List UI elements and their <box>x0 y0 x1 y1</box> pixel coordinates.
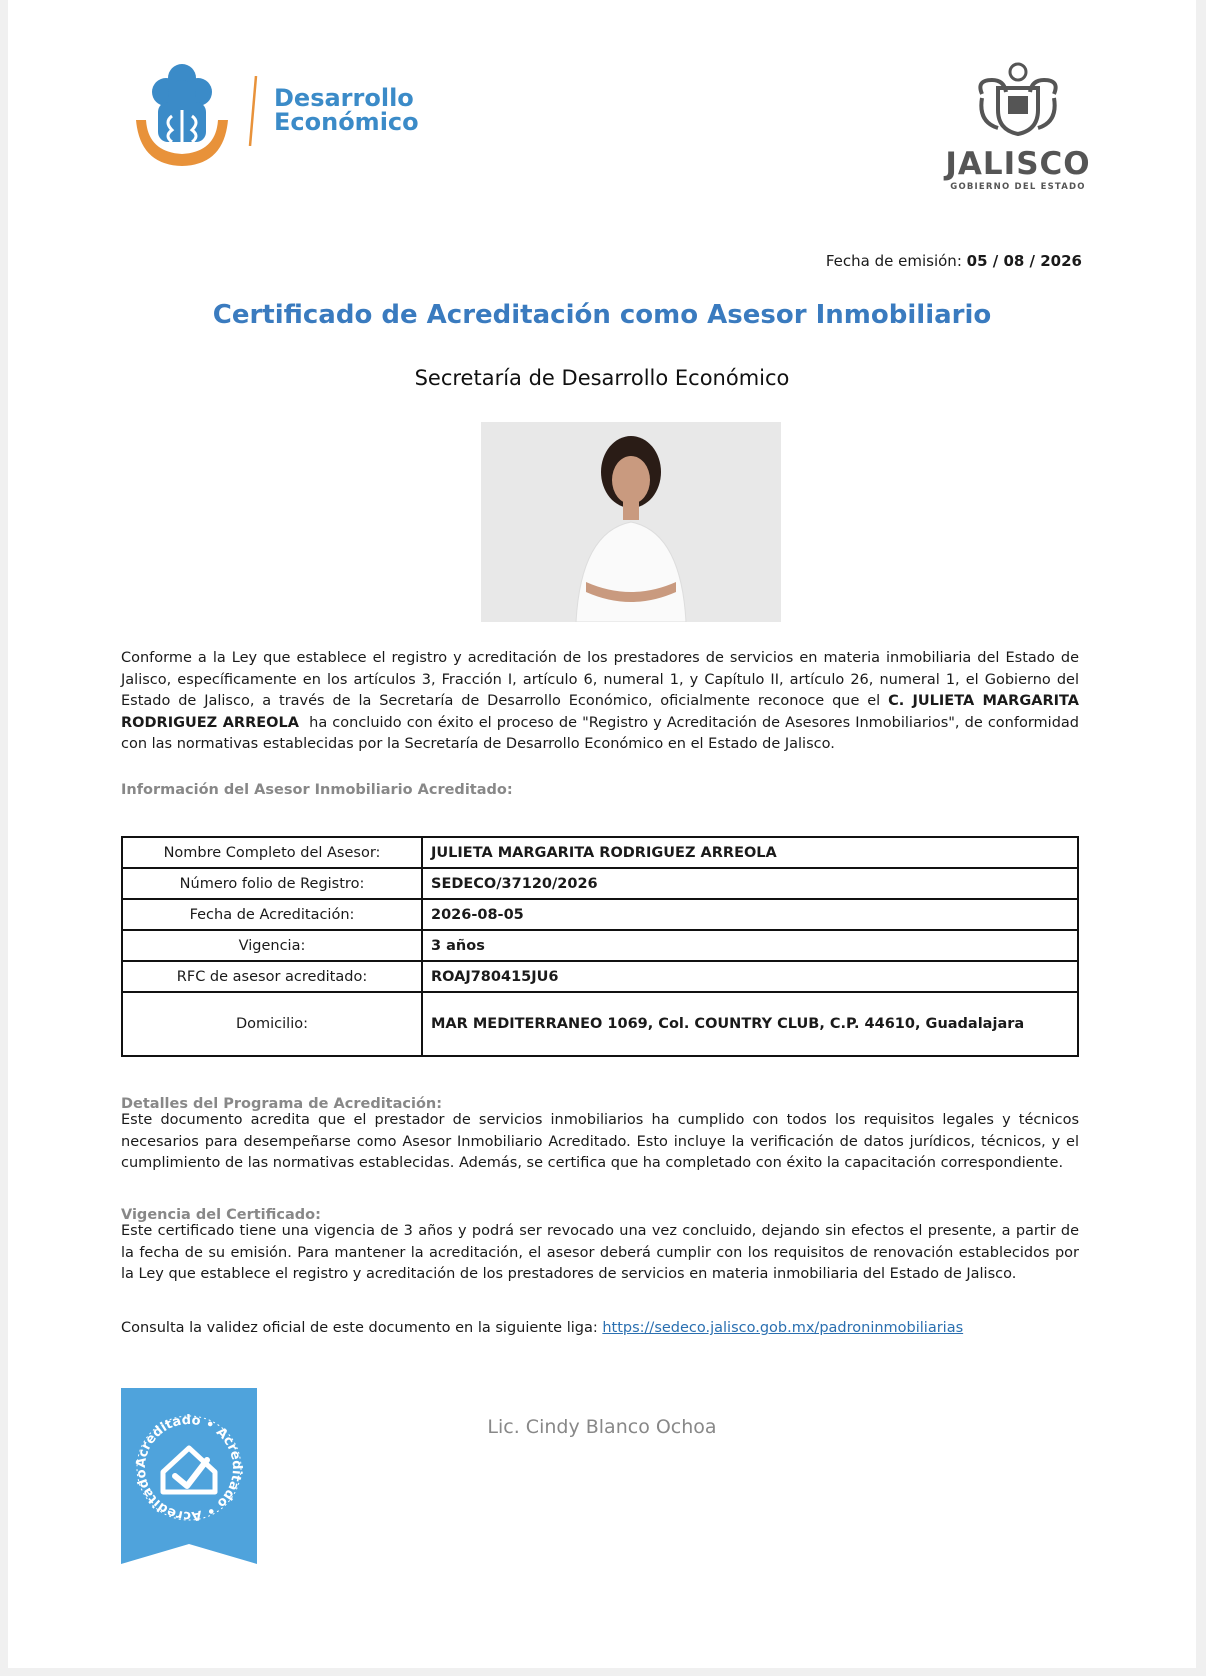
table-label: Número folio de Registro: <box>122 868 422 899</box>
table-row <box>122 992 1078 1056</box>
logo-text: Desarrollo Económico <box>274 84 419 136</box>
table-row <box>122 961 1078 992</box>
intro-paragraph: Conforme a la Ley que establece el registro y acreditación de los prestadores de servicios en materia inmobiliaria del Estado de Jalisco, específicamente en los artículos 3, Fracción I, artículo 6, numeral 1, y Capítulo II, artículo 26, numeral 1, el Gobierno del Estado de Jalisco, a través de la Secretaría de Desarrollo Económico, oficialmente reconoce que el C. JULIETA MARGARITA RODRIGUEZ ARREOLA ha concluido con éxito el proceso de "Registro y Acreditación de Asesores Inmobiliarios", de conformidad con las normativas establecidas por la Secretaría de Desarrollo Económico en el Estado de Jalisco. <box>121 650 1079 752</box>
detalles-paragraph: Este documento acredita que el prestador de servicios inmobiliarios ha cumplido con todos los requisitos legales y técnicos necesarios para desempeñarse como Asesor Inmobiliario Acreditado. Esto incluye la verificación de datos jurídicos, técnicos, y el cumplimiento de las normativas establecidas. Además, se certifica que ha completado con éxito la capacitación correspondiente. <box>121 1112 1079 1171</box>
accredited-ribbon-icon <box>121 1388 257 1564</box>
divider-line <box>248 76 258 146</box>
signature-name: Lic. Cindy Blanco Ochoa <box>487 1416 717 1438</box>
table-value: JULIETA MARGARITA RODRIGUEZ ARREOLA <box>422 837 1078 868</box>
advisor-photo <box>481 422 781 622</box>
advisor-info-table <box>121 836 1079 1057</box>
jalisco-subtitle: GOBIERNO DEL ESTADO <box>950 182 1086 192</box>
table-value: 3 años <box>422 930 1078 961</box>
table-label: Vigencia: <box>122 930 422 961</box>
issue-date-value: 05 / 08 / 2026 <box>966 252 1082 270</box>
vigencia-paragraph: Este certificado tiene una vigencia de 3 años y podrá ser revocado una vez concluido, dejando sin efectos el presente, a partir de la fecha de su emisión. Para mantener la acreditación, el asesor deberá cumplir con los requisitos de renovación establecidos por la Ley que establece el registro y acreditación de los prestadores de servicios en materia inmobiliaria del Estado de Jalisco. <box>121 1223 1079 1282</box>
table-value: 2026-08-05 <box>422 899 1078 930</box>
jalisco-title: JALISCO <box>945 146 1091 182</box>
portrait-image <box>481 422 781 622</box>
info-heading: Información del Asesor Inmobiliario Acreditado: <box>121 782 513 798</box>
table-row <box>122 930 1078 961</box>
issue-date <box>826 252 1082 270</box>
table-value: MAR MEDITERRANEO 1069, Col. COUNTRY CLUB, C.P. 44610, Guadalajara <box>422 992 1078 1056</box>
table-label: RFC de asesor acreditado: <box>122 961 422 992</box>
jalisco-shield-icon <box>968 60 1068 144</box>
validation-text: Consulta la validez oficial de este documento en la siguiente liga: <box>121 1320 598 1336</box>
accredited-badge <box>121 1388 257 1564</box>
table-value: SEDECO/37120/2026 <box>422 868 1078 899</box>
issue-date-label: Fecha de emisión: <box>825 252 962 270</box>
certificate-title: Certificado de Acreditación como Asesor Inmobiliario <box>212 300 992 330</box>
table-row <box>122 868 1078 899</box>
table-label: Domicilio: <box>122 992 422 1056</box>
table-row <box>122 837 1078 868</box>
tree-logo-icon <box>130 60 240 172</box>
svg-text:Acreditado • Acreditado • Acre: Acreditado • Acreditado • Acreditado <box>133 1412 245 1524</box>
vigencia-heading: Vigencia del Certificado: <box>121 1207 321 1223</box>
certificate-subtitle: Secretaría de Desarrollo Económico <box>414 366 790 390</box>
validation-link[interactable]: https://sedeco.jalisco.gob.mx/padroninmobiliarias <box>602 1320 964 1336</box>
table-value: ROAJ780415JU6 <box>422 961 1078 992</box>
table-row <box>122 899 1078 930</box>
jalisco-logo <box>938 60 1098 200</box>
desarrollo-economico-logo <box>130 60 430 180</box>
advisor-name-inline: C. JULIETA MARGARITA RODRIGUEZ ARREOLA <box>121 693 1079 731</box>
detalles-heading: Detalles del Programa de Acreditación: <box>121 1096 443 1112</box>
table-label: Fecha de Acreditación: <box>122 899 422 930</box>
validation-note <box>121 1320 963 1336</box>
certificate-page <box>8 0 1196 1668</box>
table-label: Nombre Completo del Asesor: <box>122 837 422 868</box>
